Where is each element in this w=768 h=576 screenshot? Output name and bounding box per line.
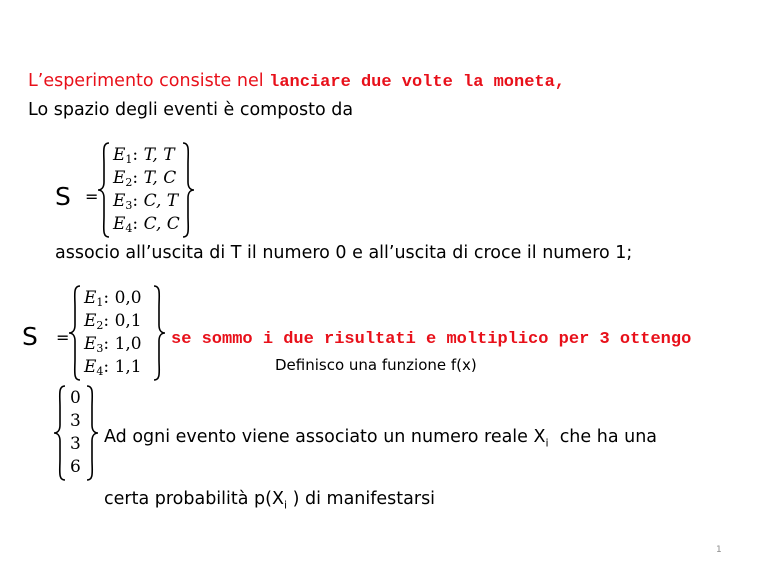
value-item: 6	[70, 457, 81, 477]
set2-label: S	[22, 322, 38, 351]
set2-left-brace	[68, 285, 82, 381]
set1-row: $E_3$: C, T	[113, 191, 179, 212]
probability-suffix: ) di manifestarsi	[287, 489, 436, 509]
intro-line-1	[28, 71, 565, 92]
real-number-suffix: che ha una	[548, 427, 658, 447]
real-number-sub: i	[545, 436, 549, 450]
intro-line-1-prefix: L’esperimento consiste nel	[28, 71, 270, 91]
real-number-line	[104, 427, 657, 450]
set2-brace	[68, 285, 166, 381]
set2-row: $E_2$: 0,1	[84, 311, 142, 332]
association-text: associo all’uscita di T il numero 0 e all’uscita di croce il numero 1;	[55, 243, 633, 263]
set1-left-brace	[97, 142, 111, 238]
value-item: 3	[70, 411, 81, 431]
set2-rows	[84, 287, 142, 379]
set2-row: $E_3$: 1,0	[84, 334, 142, 355]
probability-prefix: certa probabilità p(X	[104, 489, 284, 509]
value-item: 3	[70, 434, 81, 454]
set2-equals: =	[56, 328, 70, 347]
set2-right-brace	[152, 285, 166, 381]
function-text: Definisco una funzione f(x)	[275, 356, 477, 374]
values-brace	[53, 385, 99, 481]
set1-equals: =	[85, 187, 99, 206]
set1-rows	[113, 144, 180, 236]
set1-row: $E_4$: C, C	[113, 214, 180, 235]
intro-line-1-bold: lanciare due volte la moneta,	[269, 73, 566, 92]
set1-right-brace	[181, 142, 195, 238]
probability-line	[104, 489, 435, 512]
set2-row: $E_1$: 0,0	[84, 288, 142, 309]
values-right-brace	[85, 385, 99, 481]
probability-sub: i	[283, 498, 288, 512]
sum-statement: se sommo i due risultati e moltiplico per 3 ottengo	[171, 330, 692, 349]
page-number: 1	[716, 545, 722, 555]
values-left-brace	[53, 385, 67, 481]
real-number-prefix: Ad ogni evento viene associato un numero reale X	[104, 427, 546, 447]
value-item: 0	[70, 388, 81, 408]
intro-line-2: Lo spazio degli eventi è composto da	[28, 100, 354, 120]
set2-row: $E_4$: 1,1	[84, 357, 142, 378]
set1-brace	[97, 142, 195, 238]
set1-label: S	[55, 182, 71, 211]
set1-row: $E_1$: T, T	[113, 145, 175, 166]
set1-row: $E_2$: T, C	[113, 168, 177, 189]
values-rows	[70, 387, 81, 479]
